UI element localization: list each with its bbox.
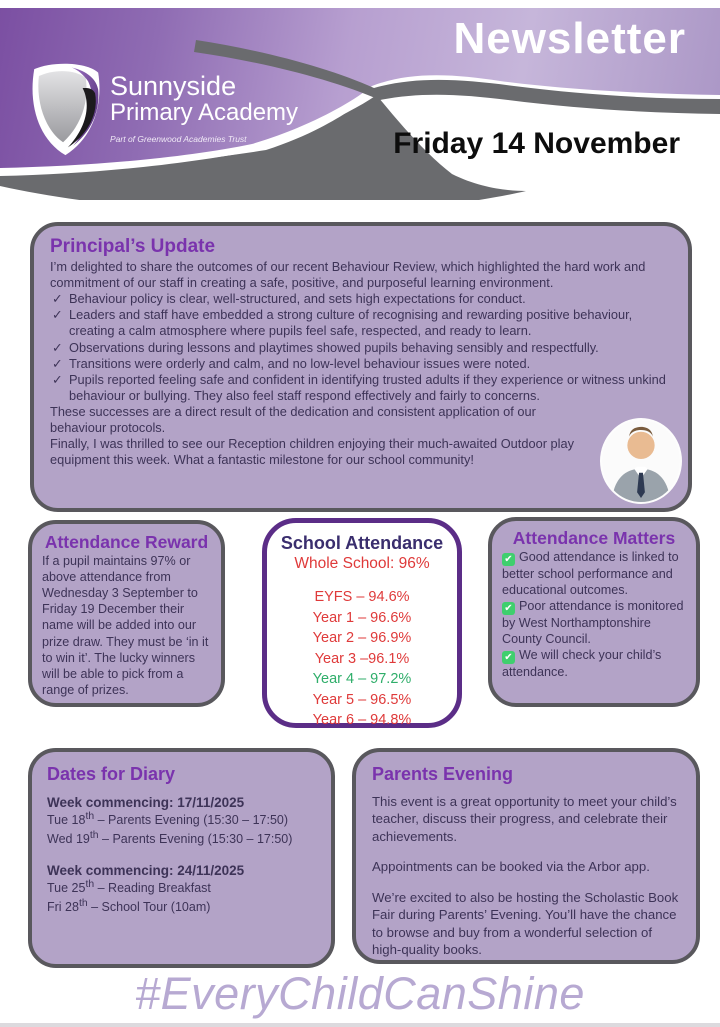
check-bullet-icon: ✓ xyxy=(52,339,63,355)
issue-date: Friday 14 November xyxy=(393,127,680,160)
parents-evening-box xyxy=(352,748,700,964)
diary-event: Tue 18th – Parents Evening (15:30 – 17:50) xyxy=(47,811,289,828)
attendance-row: Year 1 – 96.6% xyxy=(312,609,412,626)
principal-update-title: Principal’s Update xyxy=(50,236,216,257)
school-tagline: Part of Greenwood Academies Trust xyxy=(110,133,247,144)
attendance-row-best: Year 4 – 97.2% xyxy=(312,671,412,688)
principal-update-body xyxy=(50,259,672,468)
principal-closing-2: Finally, I was thrilled to see our Reception children enjoying their much-awaited Outdoor play equipment this week. What a fantastic milestone for our school community! xyxy=(50,436,574,468)
check-bullet-icon: ✓ xyxy=(52,355,63,371)
whole-school-figure: Whole School: 96% xyxy=(294,555,430,572)
school-name-line2: Primary Academy xyxy=(110,99,299,127)
parents-evening-paragraph: We’re excited to also be hosting the Scholastic Book Fair during Parents’ Evening. You’ll have the chance to browse and buy from a wonderful selection of high-quality books. xyxy=(372,889,679,957)
school-logo xyxy=(28,62,308,162)
matters-item: ✔ We will check your child’s attendance. xyxy=(502,648,662,680)
attendance-table xyxy=(273,587,451,731)
footer-hashtag: #EveryChildCanShine xyxy=(135,968,585,1019)
principal-intro: I’m delighted to share the outcomes of our recent Behaviour Review, which highlighted the hard work and commitment of our staff in creating a safe, positive, and purposeful learning environment. xyxy=(50,259,646,291)
green-check-icon: ✔ xyxy=(502,602,515,615)
attendance-row: EYFS – 94.6% xyxy=(314,589,410,605)
page-bottom-edge xyxy=(0,1023,720,1027)
diary-event: Wed 19th – Parents Evening (15:30 – 17:50) xyxy=(47,829,293,846)
dates-for-diary-box xyxy=(28,748,335,968)
attendance-reward-body: If a pupil maintains 97% or above attendance from Wednesday 3 September to Friday 19 December their name will be added into our prize draw. They must be ‘in it to win it’. The lucky winners will be able to pick from a range of prizes. xyxy=(42,554,209,697)
check-bullet-icon: ✓ xyxy=(52,291,63,307)
check-bullet-icon: ✓ xyxy=(52,371,63,387)
principal-update-box xyxy=(30,222,692,512)
school-attendance-box xyxy=(262,518,462,728)
diary-event: Tue 25th – Reading Breakfast xyxy=(47,879,211,896)
person-portrait-icon xyxy=(602,420,680,502)
week-heading: Week commencing: 17/11/2025 xyxy=(47,795,245,810)
newsletter-title: Newsletter xyxy=(453,14,686,63)
bullet-item: ✓ Leaders and staff have embedded a strong culture of recognising and rewarding positive behaviour, creating a calm atmosphere where pupils feel safe, respected, and ready to learn. xyxy=(52,307,633,339)
attendance-row: Year 6 – 94.8% xyxy=(312,712,412,729)
principal-closing-1: These successes are a direct result of the dedication and consistent application of our behaviour protocols. xyxy=(50,403,536,436)
bullet-item: ✓ Pupils reported feeling safe and confident in identifying trusted adults if they experience or witness unkind behaviour or bullying. They also feel staff respond effectively and fairly to concerns. xyxy=(52,371,666,403)
matters-item: ✔ Poor attendance is monitored by West Northamptonshire County Council. xyxy=(502,599,684,647)
green-check-icon: ✔ xyxy=(502,553,515,566)
school-name-line1: Sunnyside xyxy=(110,71,237,101)
attendance-matters-title: Attendance Matters xyxy=(512,528,676,548)
week-heading: Week commencing: 24/11/2025 xyxy=(47,863,245,879)
green-check-icon: ✔ xyxy=(502,651,515,664)
attendance-matters-box xyxy=(488,517,700,707)
parents-evening-paragraph: This event is a great opportunity to meet your child’s teacher, discuss their progress, and celebrate their achievements. xyxy=(372,794,677,844)
school-name xyxy=(110,72,298,144)
bullet-item: ✓ Observations during lessons and playtimes showed pupils behaving sensibly and respectfully. xyxy=(52,339,599,355)
bullet-item: ✓ Behaviour policy is clear, well-structured, and sets high expectations for conduct. xyxy=(52,291,526,307)
diary-week-1 xyxy=(47,795,316,847)
attendance-reward-title: Attendance Reward xyxy=(44,532,209,552)
principal-bullet-list xyxy=(50,291,672,404)
dates-for-diary-title: Dates for Diary xyxy=(47,764,176,784)
matters-item: ✔ Good attendance is linked to better school performance and educational outcomes. xyxy=(502,550,679,598)
parents-evening-title: Parents Evening xyxy=(372,764,514,784)
check-bullet-icon: ✓ xyxy=(52,307,63,323)
bullet-item: ✓ Transitions were orderly and calm, and no low-level behaviour issues were noted. xyxy=(52,355,531,371)
diary-event: Fri 28th – School Tour (10am) xyxy=(47,897,211,915)
principal-photo xyxy=(600,418,682,504)
attendance-row: Year 2 – 96.9% xyxy=(312,630,412,647)
attendance-row: Year 3 –96.1% xyxy=(314,650,410,667)
parents-evening-paragraph: Appointments can be booked via the Arbor app. xyxy=(372,859,650,875)
school-attendance-title: School Attendance xyxy=(280,533,444,553)
attendance-row: Year 5 – 96.5% xyxy=(312,691,412,708)
attendance-reward-box xyxy=(28,520,225,707)
diary-week-2 xyxy=(47,863,316,915)
